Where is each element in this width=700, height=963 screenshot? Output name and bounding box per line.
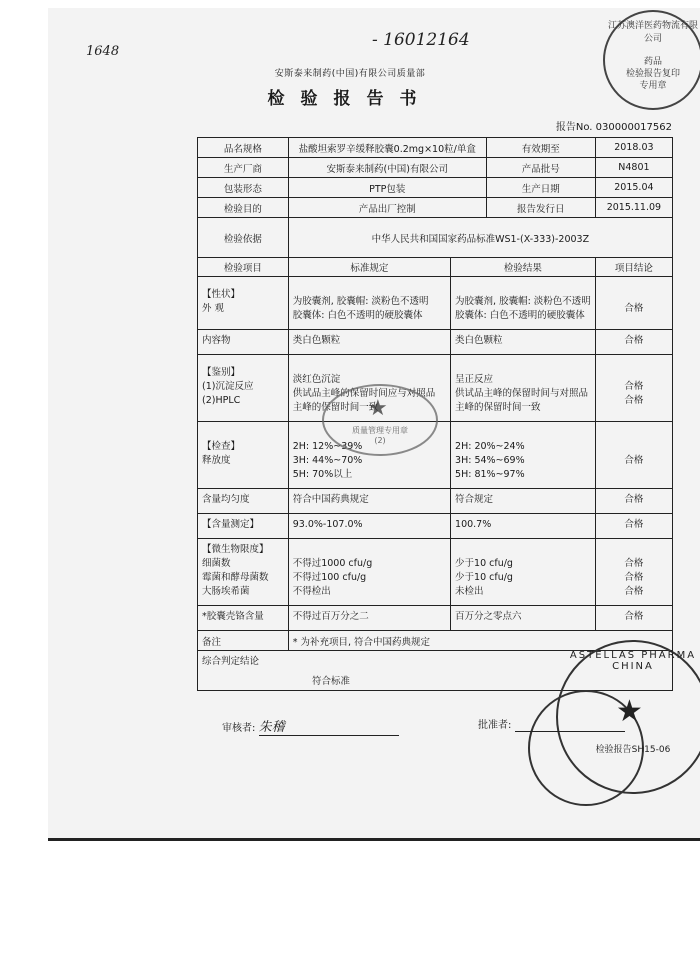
test-standard: 不得过1000 cfu/g <box>292 558 373 569</box>
test-result: 少于10 cfu/g <box>455 572 513 583</box>
col-item-header: 检验项目 <box>198 258 289 277</box>
test-conclusion <box>600 288 668 302</box>
test-item: 【微生物限度】 <box>202 544 269 555</box>
test-standard <box>293 281 446 295</box>
test-result: 2H: 20%~24% <box>455 441 525 452</box>
test-row <box>198 514 673 539</box>
test-standard <box>293 543 446 557</box>
approver-signature: 批准者: <box>478 716 625 732</box>
test-conclusion <box>600 440 668 454</box>
test-row <box>198 330 673 355</box>
basis-label: 检验依据 <box>198 218 289 258</box>
test-conclusion: 合格 <box>624 395 644 406</box>
test-standard: 符合中国药典规定 <box>292 494 369 505</box>
info-row <box>198 178 673 198</box>
col-result-header: 检验结果 <box>451 258 596 277</box>
reviewer-signature: 审核者: 朱稽 <box>222 716 399 736</box>
test-standard: 93.0%-107.0% <box>292 519 363 530</box>
info-value: 2018.03 <box>595 138 672 158</box>
test-result: 5H: 81%~97% <box>455 469 525 480</box>
info-label: 有效期至 <box>486 138 595 158</box>
test-standard: 为胶囊剂, 胶囊帽: 淡粉色不透明 <box>292 296 429 307</box>
test-standard: 3H: 44%~70% <box>292 455 363 466</box>
info-label: 报告发行日 <box>486 198 595 218</box>
astellas-seal-stamp: ASTELLAS PHARMA CHINA ★ 检验报告SH15-06 <box>556 640 700 794</box>
test-standard: 5H: 70%以上 <box>292 469 353 480</box>
test-result: 呈正反应 <box>455 374 494 385</box>
test-item: 释放度 <box>202 455 231 466</box>
test-item: (2)HPLC <box>202 395 241 406</box>
test-conclusion: 合格 <box>624 572 644 583</box>
company-name: 安斯泰来制药(中国)有限公司质量部 <box>274 69 426 79</box>
quality-seal-stamp: ★ 质量管理专用章 (2) <box>322 384 438 456</box>
test-result: 100.7% <box>455 519 492 530</box>
test-standard: 供试品主峰的保留时间应与对照品 <box>292 388 436 399</box>
test-result <box>455 543 591 557</box>
info-label: 检验目的 <box>198 198 289 218</box>
test-item: *胶囊壳铬含量 <box>202 611 264 622</box>
test-standard: 淡红色沉淀 <box>292 374 341 385</box>
info-label: 产品批号 <box>486 158 595 178</box>
test-standard: 主峰的保留时间一致 <box>292 402 379 413</box>
info-row <box>198 198 673 218</box>
col-conclusion-header: 项目结论 <box>595 258 672 277</box>
summary-label: 综合判定结论 <box>202 656 260 667</box>
test-item: 细菌数 <box>202 558 231 569</box>
test-result: 少于10 cfu/g <box>455 558 513 569</box>
test-result: 胶囊体: 白色不透明的硬胶囊体 <box>455 310 585 321</box>
test-item: 霉菌和酵母菌数 <box>202 572 269 583</box>
info-row <box>198 158 673 178</box>
info-value: 产品出厂控制 <box>288 198 486 218</box>
test-conclusion: 合格 <box>624 335 644 346</box>
remarks-label: 备注 <box>198 631 289 651</box>
test-result: 供试品主峰的保留时间与对照品 <box>455 388 589 399</box>
test-item: 外 观 <box>202 303 225 314</box>
info-value: 盐酸坦索罗辛缓释胶囊0.2mg×10粒/单盒 <box>288 138 486 158</box>
handwritten-corner-note: 1648 <box>86 44 120 59</box>
test-item: 【含量测定】 <box>202 519 260 530</box>
info-label: 包装形态 <box>198 178 289 198</box>
test-result <box>455 359 591 373</box>
test-item: 【检查】 <box>202 441 241 452</box>
remarks-value: * 为补充项目, 符合中国药典规定 <box>288 631 672 651</box>
test-item: 含量均匀度 <box>202 494 250 505</box>
basis-row <box>198 218 673 258</box>
test-conclusion: 合格 <box>624 586 644 597</box>
report-number: 报告No. 030000017562 <box>555 122 672 133</box>
test-standard: 不得过100 cfu/g <box>292 572 367 583</box>
test-row <box>198 489 673 514</box>
test-conclusion: 合格 <box>624 611 644 622</box>
info-value: N4801 <box>595 158 672 178</box>
test-result: 为胶囊剂, 胶囊帽: 淡粉色不透明 <box>455 296 591 307</box>
info-value: 安斯泰来制药(中国)有限公司 <box>288 158 486 178</box>
column-header-row <box>198 258 673 277</box>
test-row <box>198 606 673 631</box>
test-row <box>198 277 673 330</box>
test-conclusion: 合格 <box>624 558 644 569</box>
test-conclusion: 合格 <box>624 519 644 530</box>
test-standard: 类白色颗粒 <box>292 335 341 346</box>
info-label: 生产日期 <box>486 178 595 198</box>
test-conclusion: 合格 <box>624 494 644 505</box>
test-result <box>455 281 591 295</box>
test-item: (1)沉淀反应 <box>202 381 254 392</box>
test-standard: 不得检出 <box>292 586 331 597</box>
test-standard <box>293 359 446 373</box>
page-title: 检验报告书 <box>267 89 433 109</box>
paper-edge <box>48 838 700 841</box>
info-row <box>198 138 673 158</box>
info-value: 2015.11.09 <box>595 198 672 218</box>
test-result: 未检出 <box>455 586 484 597</box>
test-result: 百万分之零点六 <box>455 611 522 622</box>
test-conclusion: 合格 <box>624 455 644 466</box>
handwritten-doc-number: - 16012164 <box>372 30 470 50</box>
test-conclusion <box>600 543 668 557</box>
info-label: 品名规格 <box>198 138 289 158</box>
info-value: 2015.04 <box>595 178 672 198</box>
test-result: 符合规定 <box>455 494 494 505</box>
test-result: 类白色颗粒 <box>455 335 503 346</box>
basis-value: 中华人民共和国国家药品标准WS1-(X-333)-2003Z <box>288 218 672 258</box>
test-item: 大肠埃希菌 <box>202 586 250 597</box>
test-result: 3H: 54%~69% <box>455 455 525 466</box>
info-value: PTP包装 <box>288 178 486 198</box>
test-conclusion <box>600 366 668 380</box>
test-result: 主峰的保留时间一致 <box>455 402 541 413</box>
test-item: 【鉴别】 <box>202 367 241 378</box>
test-standard: 胶囊体: 白色不透明的硬胶囊体 <box>292 310 423 321</box>
test-item: 【性状】 <box>202 289 241 300</box>
test-row <box>198 539 673 606</box>
test-item: 内容物 <box>202 335 231 346</box>
test-result <box>455 426 591 440</box>
info-label: 生产厂商 <box>198 158 289 178</box>
test-standard: 不得过百万分之二 <box>292 611 369 622</box>
copy-seal-stamp: 江苏澳洋医药物流有限公司 药品 检验报告复印 专用章 <box>603 10 700 110</box>
col-standard-header: 标准规定 <box>288 258 450 277</box>
test-conclusion: 合格 <box>624 381 644 392</box>
summary-value: 符合标准 <box>312 676 351 687</box>
test-standard: 2H: 12%~39% <box>292 441 363 452</box>
test-conclusion: 合格 <box>624 303 644 314</box>
